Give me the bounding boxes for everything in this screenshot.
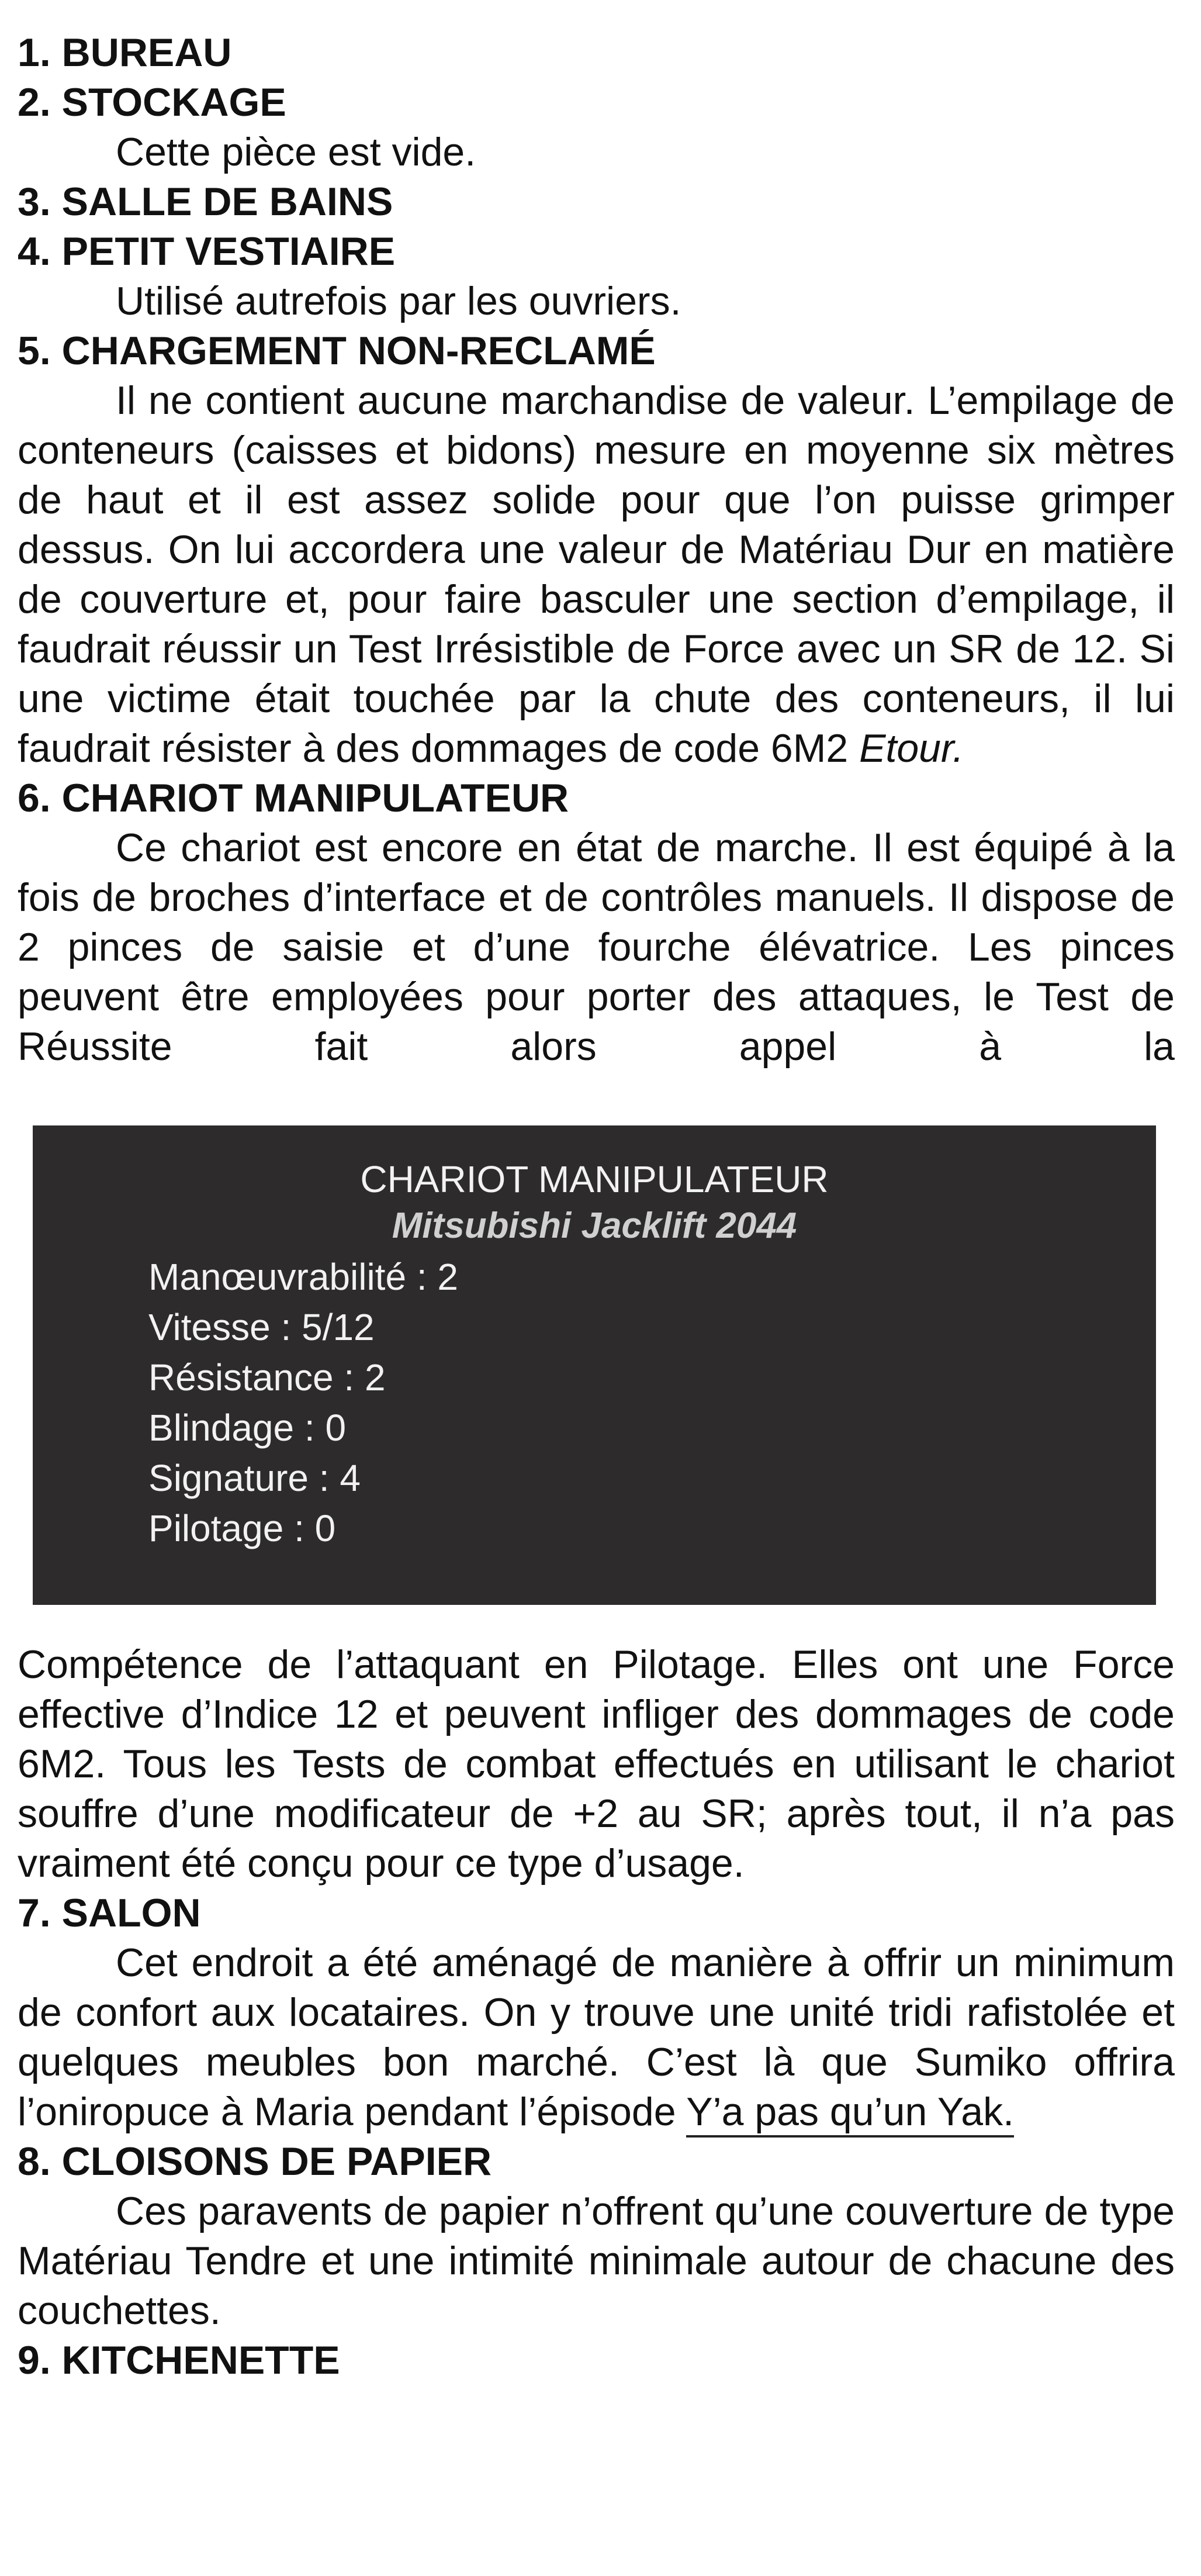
stat-signature: Signature : 4 [148,1457,361,1499]
stat-box-title: CHARIOT MANIPULATEUR [360,1158,829,1200]
section-text-chargement [18,376,1175,774]
section-text-stockage: Cette pièce est vide. [116,130,476,174]
section-heading-salle-de-bains: 3. SALLE DE BAINS [18,179,393,224]
section-heading-chargement: 5. CHARGEMENT NON-RECLAMÉ [18,329,656,373]
salon-body: Cet endroit a été aménagé de manière à offrir un minimum de confort aux locataires. On y trouve une unité tridi rafistolée et quelques meubles bon marché. C’est là que Sumiko offrira l’oniropuce à Maria pendant l’épisode [18,1940,1175,2134]
section-text-petit-vestiaire: Utilisé autrefois par les ouvriers. [116,279,681,323]
document-page [18,28,1175,2385]
section-heading-petit-vestiaire: 4. PETIT VESTIAIRE [18,229,396,274]
section-heading-bureau: 1. BUREAU [18,30,232,75]
section-text-cloisons: Ces paravents de papier n’offrent qu’une couverture de type Matériau Tendre et une intimité minimale autour de chacune des couchettes. [18,2189,1175,2333]
stat-box-subtitle: Mitsubishi Jacklift 2044 [392,1206,797,1246]
stat-list [148,1252,458,1553]
section-text-chariot-part1: Ce chariot est encore en état de marche. Il est équipé à la fois de broches d’interface et de contrôles manuels. Il dispose de 2 pinces de saisie et d’une fourche élévatrice. Les pinces peuvent être employées pour porter des attaques, le Test de Réussite fait alors appel à la [18,826,1175,1069]
section-heading-cloisons: 8. CLOISONS DE PAPIER [18,2139,492,2184]
stat-speed: Vitesse : 5/12 [148,1306,375,1348]
episode-title: Y’a pas qu’un Yak. [686,2090,1014,2138]
chargement-italic-word: Etour. [859,726,964,771]
stat-armor: Blindage : 0 [148,1407,347,1449]
section-text-chariot-part2: Compétence de l’attaquant en Pilotage. Elles ont une Force effective d’Indice 12 et peuvent infliger des dommages de code 6M2. Tous les Tests de combat effectués en utilisant le chariot souffre d’une modificateur de +2 au SR; après tout, il n’a pas vraiment été conçu pour ce type d’usage. [18,1642,1175,1886]
section-heading-stockage: 2. STOCKAGE [18,80,286,125]
section-heading-chariot: 6. CHARIOT MANIPULATEUR [18,776,569,820]
section-text-salon [18,1938,1175,2137]
section-heading-kitchenette: 9. KITCHENETTE [18,2338,340,2382]
vehicle-stat-box [33,1125,1156,1605]
stat-resistance: Résistance : 2 [148,1356,386,1399]
stat-maneuverability: Manœuvrabilité : 2 [148,1256,458,1298]
stat-piloting: Pilotage : 0 [148,1507,336,1549]
section-heading-salon: 7. SALON [18,1891,201,1935]
chargement-body: Il ne contient aucune marchandise de valeur. L’empilage de conteneurs (caisses et bidons) mesure en moyenne six mètres de haut et il est assez solide pour que l’on puisse grimper dessus. On lui accordera une valeur de Matériau Dur en matière de couverture et, pour faire basculer une section d’empilage, il faudrait réussir un Test Irrésistible de Force avec un SR de 12. Si une victime était touchée par la chute des conteneurs, il lui faudrait résister à des dommages de code 6M2 [18,378,1175,771]
